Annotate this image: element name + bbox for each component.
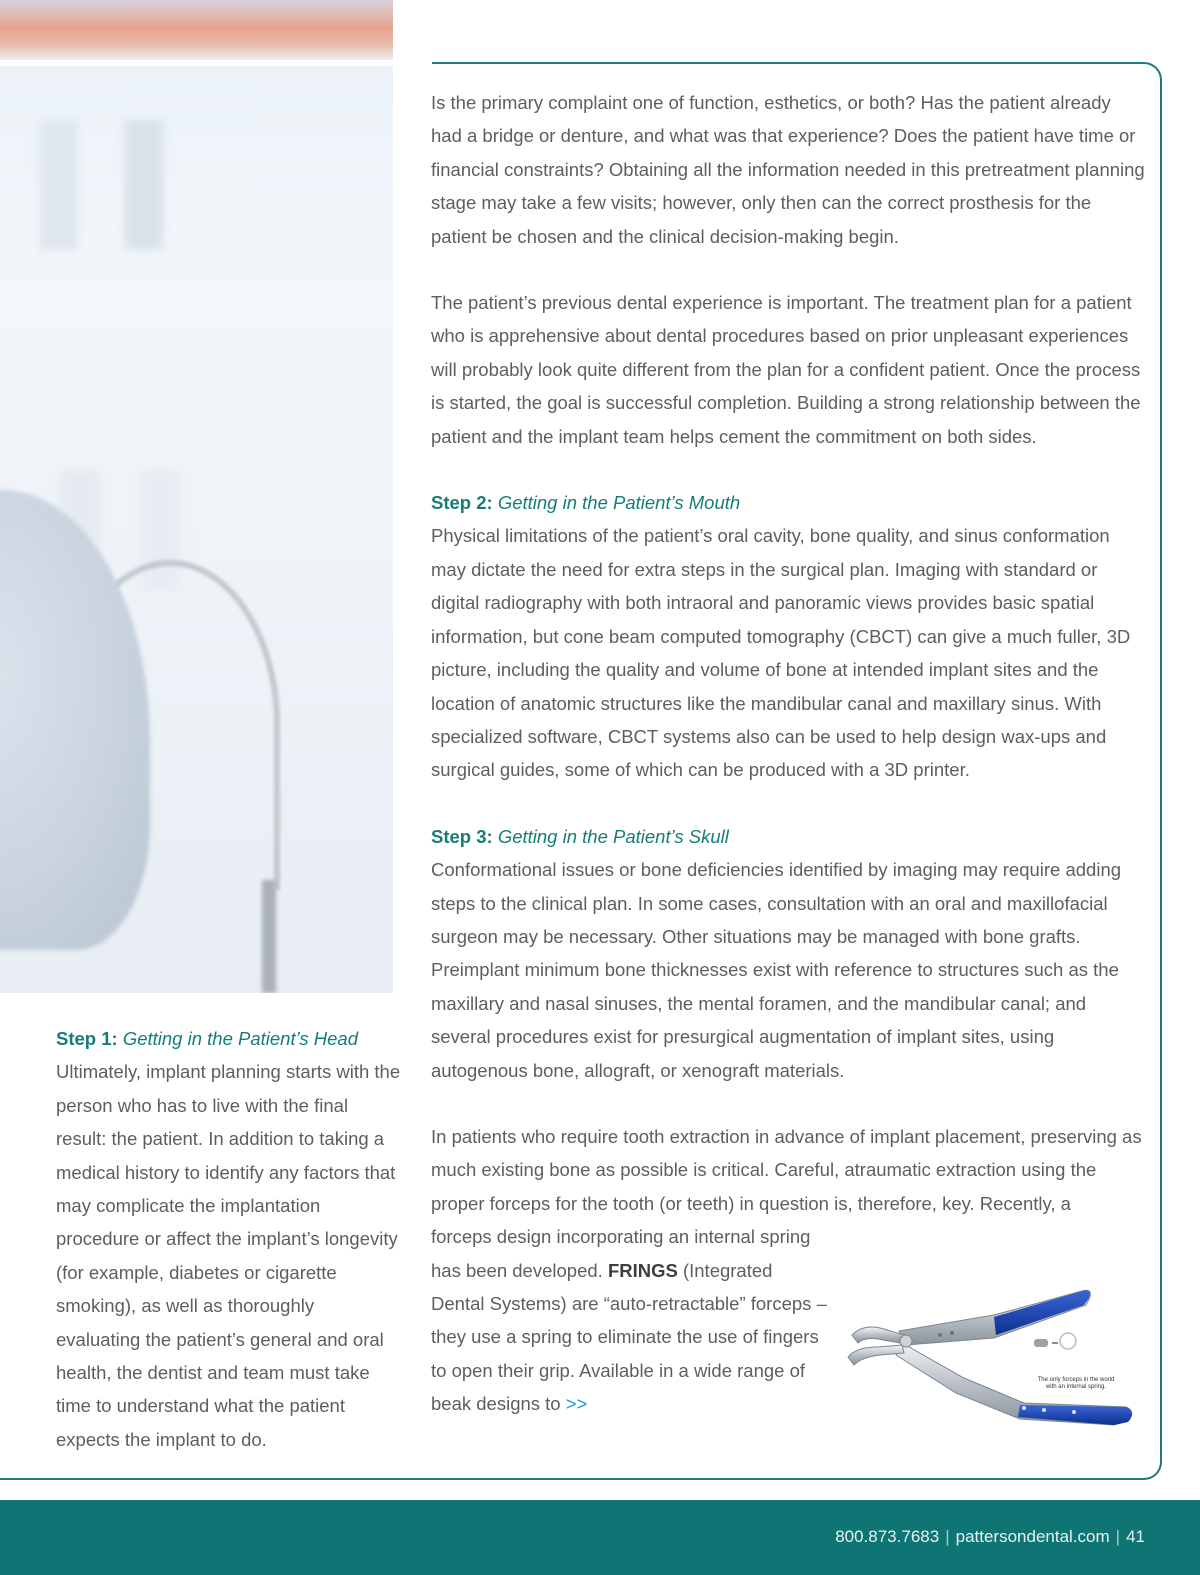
frings-lead: forceps design incorporating an internal spring has been developed. — [431, 1226, 811, 1281]
step3-heading — [431, 820, 1146, 853]
extraction-paragraph: In patients who require tooth extraction in advance of implant placement, preserving as much existing bone as possible is critical. Careful, atraumatic extraction using the proper forceps for the tooth (or teeth) in question is, therefore, key. Recently, a — [431, 1125, 1142, 1214]
step1-heading — [56, 1022, 401, 1055]
continue-arrow-link[interactable]: >> — [565, 1393, 588, 1415]
step3-body: Conformational issues or bone deficiencies identified by imaging may require adding steps to the clinical plan. In some cases, consultation with an oral and maxillofacial surgeon may be necessary. Other situations may be managed with bone grafts. Preimplant minimum bone thicknesses exist with reference to structures such as the maxillary and nasal sinuses, the mental foramen, and the mandibular canal; and several procedures exist for presurgical augmentation of implant sites, using autogenous bone, allograft, or xenograft materials. — [431, 859, 1122, 1081]
step1-title: Getting in the Patient’s Head — [122, 1028, 358, 1049]
main-column — [431, 86, 1146, 1421]
frings-paragraph — [431, 1220, 831, 1420]
step2-heading — [431, 486, 1146, 519]
step2-body: Physical limitations of the patient’s oral cavity, bone quality, and sinus conformation may dictate the need for extra steps in the surgical plan. Imaging with standard or digital radiography with both intraoral and panoramic views provides basic spatial information, but cone beam computed tomography (CBCT) can give a much fuller, 3D picture, including the quality and volume of bone at intended implant sites and the location of anatomic structures like the mandibular canal and maxillary sinus. With specialized software, CBCT systems also can be used to help design wax-ups and surgical guides, some of which can be produced with a 3D printer. — [431, 525, 1131, 781]
intro-paragraph: Is the primary complaint one of function, esthetics, or both? Has the patient already had a bridge or denture, and what was that experience? Does the patient have time or financial constraints? Obtaining all the information needed in this pretreatment planning stage may take a few visits; however, only then can the correct prosthesis for the patient be chosen and the clinical decision-making begin. — [431, 92, 1145, 247]
frings-brand: FRINGS — [607, 1259, 678, 1281]
step1-body: Ultimately, implant planning starts with the person who has to live with the final result: the patient. In addition to taking a medical history to identify any factors that may complicate the implantation procedure or affect the implant’s longevity (for example, diabetes or cigarette smoking), as well as thoroughly evaluating the patient’s general and oral health, the dentist and team must take time to understand what the patient expects the implant to do. — [56, 1061, 401, 1450]
frings-tail: (Integrated Dental Systems) are “auto-retractable” forceps – they use a spring to eliminate the use of fingers to open their grip. Available in a wide range of beak designs to — [431, 1259, 827, 1415]
step3-label: Step 3: — [431, 825, 493, 847]
step3-title: Getting in the Patient’s Skull — [497, 825, 729, 847]
step1-label: Step 1: — [56, 1028, 118, 1049]
footer-separator: | — [1115, 1527, 1121, 1546]
footer-info — [835, 1527, 1145, 1547]
step2-title: Getting in the Patient’s Mouth — [497, 492, 741, 514]
step1-section — [56, 1022, 401, 1456]
step3-section — [431, 820, 1146, 1087]
svg-text:with an internal spring.: with an internal spring. — [1045, 1384, 1107, 1390]
step2-label: Step 2: — [431, 492, 493, 514]
intro-paragraph: The patient’s previous dental experience is important. The treatment plan for a patient who is apprehensive about dental procedures based on prior unpleasant experiences will probably look quite different from the plan for a confident patient. Once the process is started, the goal is successful completion. Building a strong relationship between the patient and the implant team helps cement the commitment on both sides. — [431, 292, 1141, 447]
forceps-caption: The only forceps in the world — [1037, 1377, 1115, 1383]
page-footer — [0, 1500, 1200, 1575]
step2-section — [431, 486, 1146, 787]
footer-separator: | — [945, 1527, 950, 1546]
forceps-image — [844, 1283, 1144, 1443]
hero-photo — [0, 0, 393, 993]
footer-website[interactable]: pattersondental.com — [955, 1527, 1110, 1546]
page-number: 41 — [1126, 1527, 1145, 1546]
footer-phone: 800.873.7683 — [835, 1527, 940, 1546]
